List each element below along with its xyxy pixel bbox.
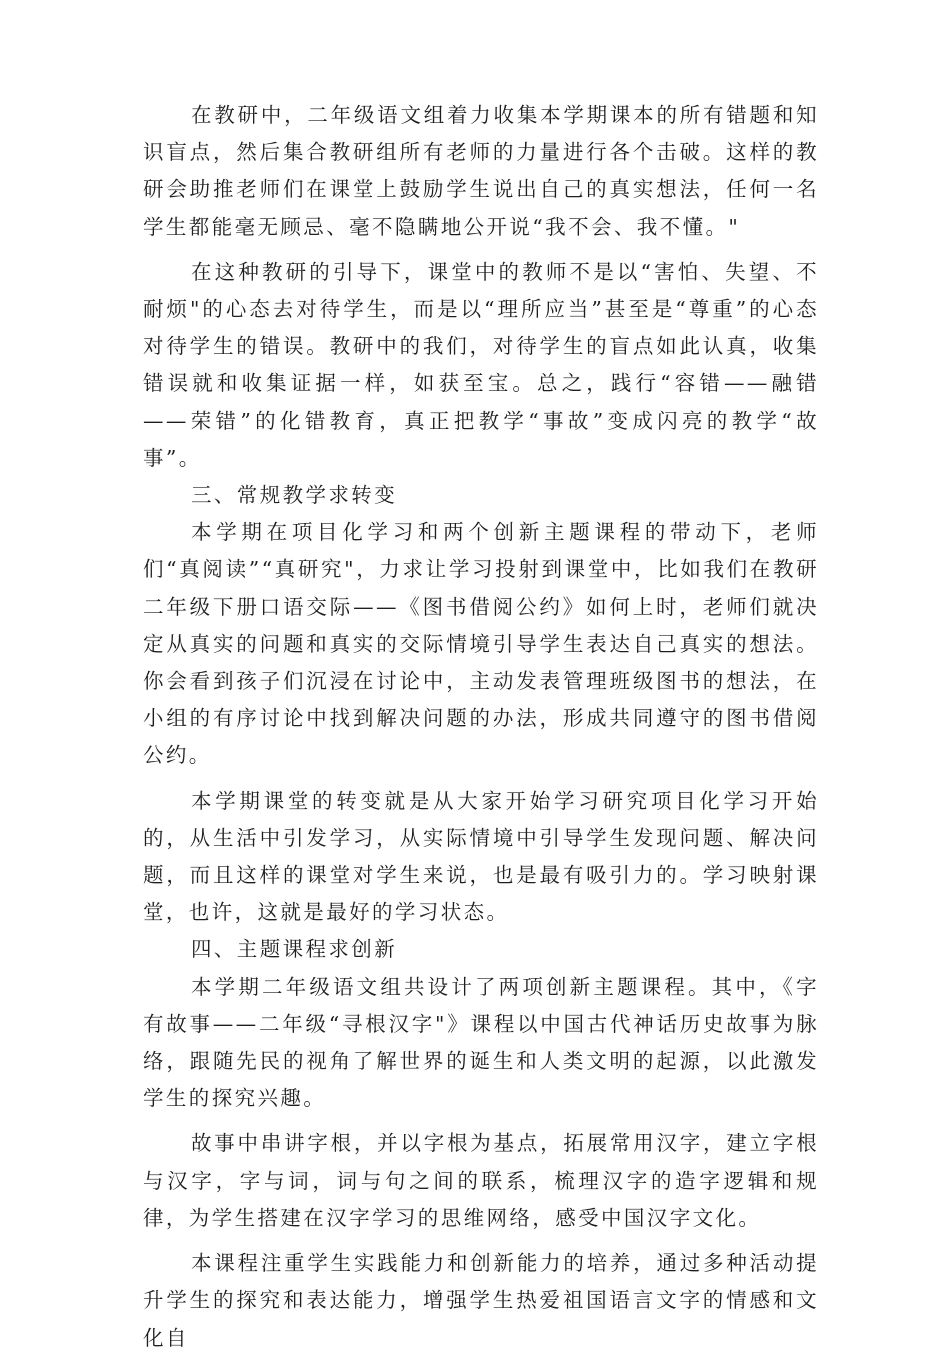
paragraph-attitude-to-errors: 在这种教研的引导下，课堂中的教师不是以“害怕、失望、不耐烦"的心态去对待学生，而是以“理所应当”甚至是“尊重”的心态对待学生的错误。教研中的我们，对待学生的盲点如此认真，收集错误就和收集证据一样，如获至宝。总之，践行“容错——融错——荣错”的化错教育，真正把教学“事故”变成闪亮的教学“故事”。 <box>143 259 819 470</box>
paragraph-character-roots: 故事中串讲字根，并以字根为基点，拓展常用汉字，建立字根与汉字，字与词，词与句之间的联系，梳理汉字的造字逻辑和规律，为学生搭建在汉字学习的思维网络，感受中国汉字文化。 <box>143 1131 819 1230</box>
section-heading-theme-courses: 四、主题课程求创新 <box>191 937 398 962</box>
paragraph-project-learning: 本学期在项目化学习和两个创新主题课程的带动下，老师们“真阅读”“真研究"，力求让学习投射到课堂中，比如我们在教研二年级下册口语交际——《图书借阅公约》如何上时，老师们就决定从真实的问题和真实的交际情境引导学生表达自己真实的想法。你会看到孩子们沉浸在讨论中，主动发表管理班级图书的想法，在小组的有序讨论中找到解决问题的办法，形成共同遵守的图书借阅公约。 <box>143 520 819 768</box>
paragraph-classroom-change: 本学期课堂的转变就是从大家开始学习研究项目化学习开始的，从生活中引发学习，从实际情境中引导学生发现问题、解决问题，而且这样的课堂对学生来说，也是最有吸引力的。学习映射课堂，也许，这就是最好的学习状态。 <box>143 788 819 925</box>
paragraph-error-collection: 在教研中，二年级语文组着力收集本学期课本的所有错题和知识盲点，然后集合教研组所有老师的力量进行各个击破。这样的教研会助推老师们在课堂上鼓励学生说出自己的真实想法，任何一名学生都能毫无顾忌、毫不隐瞒地公开说“我不会、我不懂。" <box>143 103 819 239</box>
document-body <box>143 97 819 1357</box>
paragraph-practice-abilities: 本课程注重学生实践能力和创新能力的培养，通过多种活动提升学生的探究和表达能力，增强学生热爱祖国语言文字的情感和文化自 <box>143 1251 819 1350</box>
paragraph-course-design: 本学期二年级语文组共设计了两项创新主题课程。其中，《字有故事——二年级“寻根汉字"》课程以中国古代神话历史故事为脉络，跟随先民的视角了解世界的诞生和人类文明的起源，以此激发学生的探究兴趣。 <box>143 974 819 1111</box>
section-heading-routine-teaching: 三、常规教学求转变 <box>191 483 398 508</box>
